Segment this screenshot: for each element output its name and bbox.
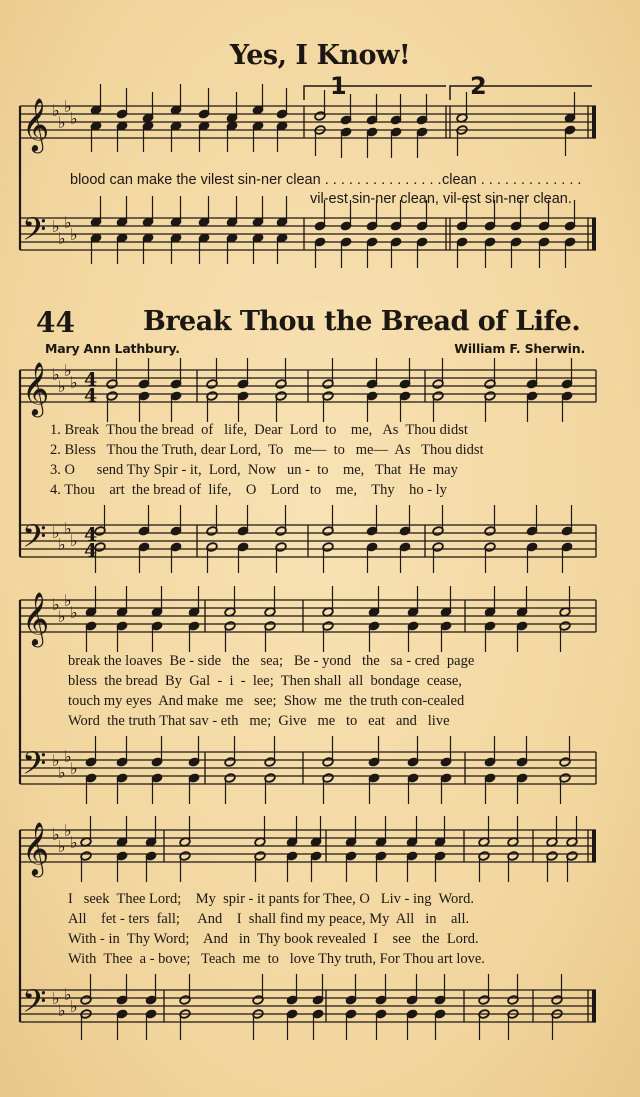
svg-text:𝄢: 𝄢 — [22, 211, 47, 255]
hymn-composer: William F. Sherwin. — [454, 341, 585, 356]
lyric-verse2-line3: All fet - ters fall; And I shall find my peace, My All in all. — [68, 911, 470, 927]
lyric-verse1-line1: 1. Break Thou the bread of life, Dear Lord to me, As Thou didst — [50, 422, 468, 438]
volta-2-label: 2 — [470, 72, 487, 100]
svg-text:𝄞: 𝄞 — [22, 361, 50, 415]
lyric-verse4-line1: 4. Thou art the bread of life, O Lord to me, Thy ho - ly — [50, 482, 447, 498]
lyric-verse1-line3: I seek Thee Lord; My spir - it pants for Thee, O Liv - ing Word. — [68, 891, 474, 907]
svg-text:𝄞: 𝄞 — [22, 821, 50, 875]
svg-text:♭: ♭ — [70, 833, 78, 852]
previous-hymn-lyric-a: blood can make the vilest sin-ner clean . . . . . . . . . . . . . . . — [70, 172, 442, 188]
svg-text:♭: ♭ — [58, 229, 66, 248]
previous-hymn-lyric-2: vil-est sin-ner clean, vil-est sin-ner clean. — [310, 191, 572, 207]
lyric-verse4-line2: Word the truth That sav - eth me; Give me to eat and live — [68, 713, 450, 729]
svg-text:♭: ♭ — [58, 113, 66, 132]
hymn-author: Mary Ann Lathbury. — [45, 341, 180, 356]
svg-text:♭: ♭ — [64, 591, 72, 610]
svg-text:♭: ♭ — [64, 747, 72, 766]
svg-text:♭: ♭ — [70, 531, 78, 550]
volta-1-label: 1 — [330, 72, 347, 100]
previous-hymn-title: Yes, I Know! — [229, 40, 411, 71]
svg-text:♭: ♭ — [70, 603, 78, 622]
lyric-verse1-line2: break the loaves Be - side the sea; Be - yond the sa - cred page — [68, 653, 475, 669]
key-signatures — [52, 97, 78, 1020]
svg-text:♭: ♭ — [58, 837, 66, 856]
svg-text:♭: ♭ — [64, 985, 72, 1004]
svg-text:♭: ♭ — [64, 97, 72, 116]
svg-text:♭: ♭ — [52, 365, 60, 384]
svg-text:𝄞: 𝄞 — [22, 97, 50, 151]
lyric-verse4-line3: With Thee a - bove; Teach me to love Thy truth, For Thou art love. — [68, 951, 485, 967]
svg-text:♭: ♭ — [52, 101, 60, 120]
svg-text:♭: ♭ — [52, 595, 60, 614]
svg-text:♭: ♭ — [70, 997, 78, 1016]
svg-text:4: 4 — [84, 524, 98, 546]
hymn-title: Break Thou the Bread of Life. — [143, 306, 581, 337]
svg-text:♭: ♭ — [58, 1001, 66, 1020]
staff-lines — [20, 106, 596, 1022]
svg-text:♭: ♭ — [70, 109, 78, 128]
hymn-number: 44 — [36, 306, 75, 339]
final-barlines — [588, 106, 594, 1022]
lyric-verse2-line2: bless the bread By Gal - i - lee; Then shall all bondage cease, — [68, 673, 462, 689]
previous-hymn-lyric-b: clean . . . . . . . . . . . . . — [442, 172, 582, 188]
svg-text:♭: ♭ — [64, 213, 72, 232]
lyric-verse3-line1: 3. O send Thy Spir - it, Lord, Now un - to me, That He may — [50, 462, 458, 478]
svg-text:♭: ♭ — [64, 361, 72, 380]
lyric-verse2-line1: 2. Bless Thou the Truth, dear Lord, To me— to me— As Thou didst — [50, 442, 484, 458]
svg-text:♭: ♭ — [70, 759, 78, 778]
svg-text:♭: ♭ — [58, 607, 66, 626]
svg-text:♭: ♭ — [52, 989, 60, 1008]
clefs — [22, 97, 49, 1027]
svg-text:♭: ♭ — [64, 821, 72, 840]
lyric-verse3-line2: touch my eyes And make me see; Show me the truth con-cealed — [68, 693, 465, 709]
svg-text:𝄢: 𝄢 — [22, 745, 47, 789]
svg-text:♭: ♭ — [64, 519, 72, 538]
svg-text:♭: ♭ — [52, 825, 60, 844]
svg-text:♭: ♭ — [58, 535, 66, 554]
volta-brackets — [304, 86, 592, 100]
svg-text:𝄢: 𝄢 — [22, 518, 47, 562]
svg-text:♭: ♭ — [52, 217, 60, 236]
svg-text:♭: ♭ — [58, 377, 66, 396]
svg-text:♭: ♭ — [52, 751, 60, 770]
svg-text:♭: ♭ — [70, 373, 78, 392]
svg-text:♭: ♭ — [52, 523, 60, 542]
svg-text:4: 4 — [84, 540, 98, 562]
lyric-verse3-line3: With - in Thy Word; And in Thy book revealed I see the Lord. — [68, 931, 479, 947]
svg-text:𝄞: 𝄞 — [22, 591, 50, 645]
svg-text:4: 4 — [84, 369, 98, 391]
barlines — [164, 106, 596, 1022]
svg-text:𝄢: 𝄢 — [22, 983, 47, 1027]
svg-text:♭: ♭ — [70, 225, 78, 244]
svg-text:♭: ♭ — [58, 763, 66, 782]
svg-text:4: 4 — [84, 385, 98, 407]
